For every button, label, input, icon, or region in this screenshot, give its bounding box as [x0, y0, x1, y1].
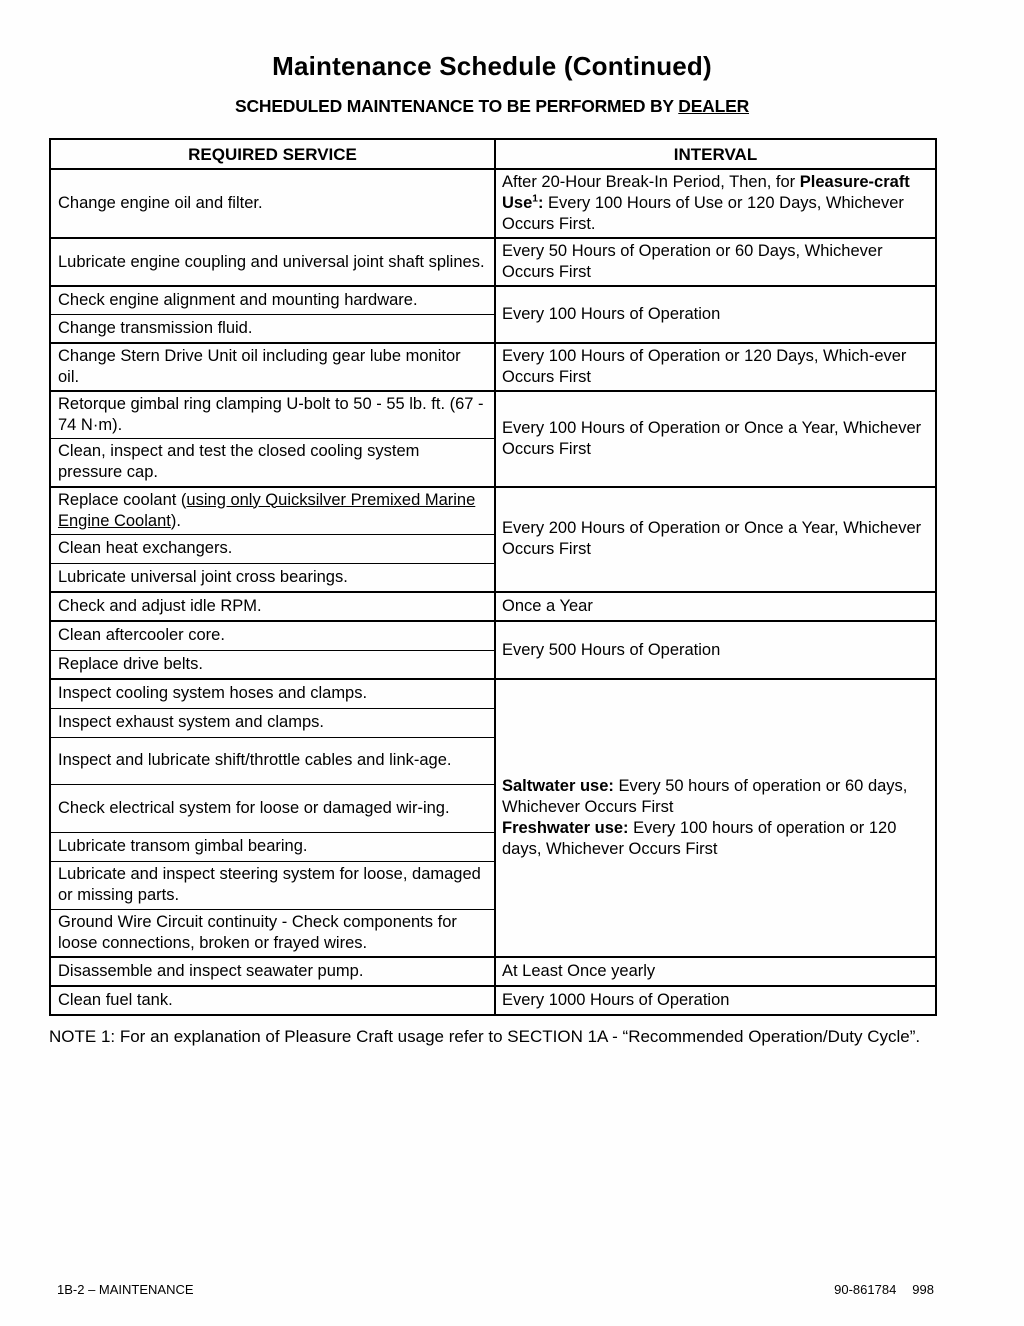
saltwater-label: Saltwater use: — [502, 777, 614, 795]
service-cell: Lubricate universal joint cross bearings. — [50, 563, 495, 592]
interval-cell — [495, 679, 936, 957]
service-cell: Check and adjust idle RPM. — [50, 592, 495, 621]
col-header-interval: INTERVAL — [495, 139, 936, 169]
interval-freshwater-line — [502, 818, 929, 860]
service-cell: Check engine alignment and mounting hardware. — [50, 286, 495, 314]
col-header-required-service: REQUIRED SERVICE — [50, 139, 495, 169]
interval-cell: Every 1000 Hours of Operation — [495, 986, 936, 1015]
footer-section-label: 1B-2 – MAINTENANCE — [57, 1282, 194, 1297]
footnote-marker: 1 — [532, 193, 538, 205]
service-cell: Inspect cooling system hoses and clamps. — [50, 679, 495, 708]
maintenance-table — [49, 138, 937, 1016]
interval-cell: At Least Once yearly — [495, 957, 936, 986]
table-row — [50, 391, 936, 439]
interval-cell: Every 50 Hours of Operation or 60 Days, Whichever Occurs First — [495, 238, 936, 286]
service-cell: Ground Wire Circuit continuity - Check components for loose connections, broken or frayed wires. — [50, 909, 495, 957]
subtitle-text: SCHEDULED MAINTENANCE TO BE PERFORMED BY — [234, 96, 679, 116]
service-cell: Inspect exhaust system and clamps. — [50, 708, 495, 737]
service-cell: Retorque gimbal ring clamping U-bolt to 50 - 55 lb. ft. (67 - 74 N·m). — [50, 391, 495, 439]
interval-bold-colon: : — [537, 194, 544, 212]
table-row — [50, 343, 936, 391]
freshwater-text: Every 100 hours of operation or 120 days, Whichever Occurs First — [502, 819, 897, 858]
service-cell: Lubricate engine coupling and universal joint shaft splines. — [50, 238, 495, 286]
footer-code: 998 — [912, 1282, 934, 1297]
footer-doc-number: 90-861784 — [834, 1282, 897, 1297]
service-cell: Change transmission fluid. — [50, 314, 495, 343]
page-title: Maintenance Schedule (Continued) — [272, 51, 712, 81]
interval-text: After 20-Hour Break-In Period, Then, for — [502, 173, 800, 191]
table-row — [50, 286, 936, 314]
interval-cell: Every 200 Hours of Operation or Once a Year, Whichever Occurs First — [495, 487, 936, 593]
table-row — [50, 169, 936, 238]
service-cell: Disassemble and inspect seawater pump. — [50, 957, 495, 986]
footer-right — [834, 1282, 934, 1297]
service-cell: Check electrical system for loose or damaged wir-ing. — [50, 784, 495, 832]
service-text: Replace coolant ( — [58, 490, 187, 509]
service-cell: Clean fuel tank. — [50, 986, 495, 1015]
service-text: ). — [170, 511, 181, 530]
interval-text: Every 100 Hours of Use or 120 Days, Whichever Occurs First. — [502, 194, 904, 233]
saltwater-text: Every 50 hours of operation or 60 days, Whichever Occurs First — [502, 777, 908, 816]
service-underlined-text: using only Quicksilver Premixed Marine Engine Coolant — [58, 490, 476, 530]
interval-cell — [495, 169, 936, 238]
service-cell: Clean, inspect and test the closed cooling system pressure cap. — [50, 439, 495, 487]
service-cell: Clean heat exchangers. — [50, 534, 495, 563]
table-row — [50, 592, 936, 621]
service-cell: Change engine oil and filter. — [50, 169, 495, 238]
page-footer — [57, 1282, 934, 1297]
service-cell: Inspect and lubricate shift/throttle cables and link-age. — [50, 737, 495, 784]
subtitle-dealer-underlined: DEALER — [678, 96, 750, 116]
note-text: NOTE 1: For an explanation of Pleasure Craft usage refer to SECTION 1A - “Recommended Operation/Duty Cycle”. — [49, 1027, 921, 1046]
service-cell: Change Stern Drive Unit oil including gear lube monitor oil. — [50, 343, 495, 391]
page-subtitle — [49, 96, 935, 117]
table-row — [50, 238, 936, 286]
interval-cell: Every 100 Hours of Operation or Once a Year, Whichever Occurs First — [495, 391, 936, 487]
table-row — [50, 487, 936, 535]
interval-cell: Once a Year — [495, 592, 936, 621]
service-cell: Replace drive belts. — [50, 650, 495, 679]
table-row — [50, 621, 936, 650]
service-cell: Lubricate and inspect steering system for loose, damaged or missing parts. — [50, 861, 495, 909]
service-cell: Lubricate transom gimbal bearing. — [50, 832, 495, 861]
interval-cell: Every 100 Hours of Operation or 120 Days, Which-ever Occurs First — [495, 343, 936, 391]
freshwater-label: Freshwater use: — [502, 819, 629, 837]
service-cell — [50, 487, 495, 535]
interval-cell: Every 100 Hours of Operation — [495, 286, 936, 343]
interval-saltwater-line — [502, 776, 929, 818]
service-cell: Clean aftercooler core. — [50, 621, 495, 650]
table-header-row — [50, 139, 936, 169]
interval-cell: Every 500 Hours of Operation — [495, 621, 936, 679]
table-row — [50, 957, 936, 986]
table-row — [50, 679, 936, 708]
interval-bold-label: Pleasure-craft Use — [502, 173, 910, 212]
table-row — [50, 986, 936, 1015]
